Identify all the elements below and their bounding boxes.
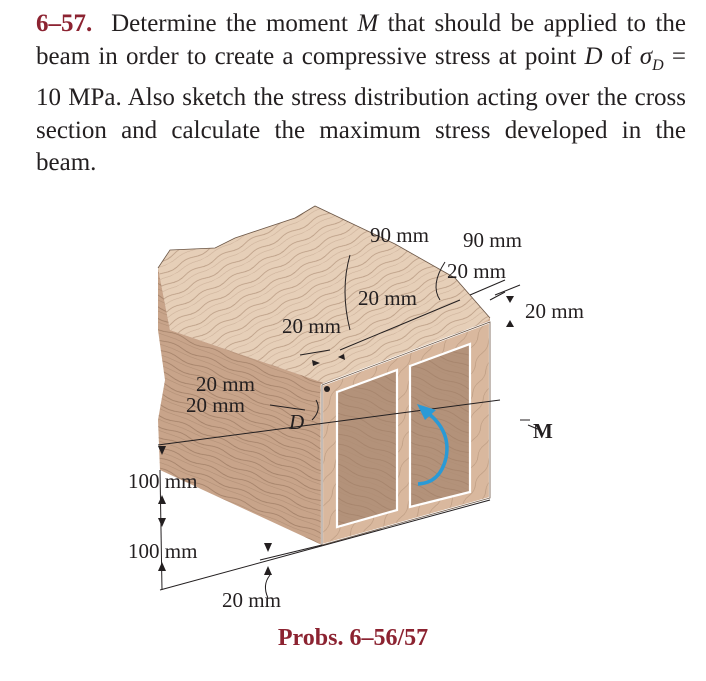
dim-100-upper: 100 mm bbox=[128, 469, 198, 493]
figure-caption: Probs. 6–56/57 bbox=[277, 625, 429, 651]
problem-number: 6–57. bbox=[36, 10, 93, 37]
dim-100-lower: 100 mm bbox=[128, 539, 198, 563]
sigma-subscript: D bbox=[652, 56, 664, 74]
dim-20-middle: 20 mm bbox=[358, 286, 417, 310]
moment-label: M bbox=[533, 419, 553, 443]
point-symbol: D bbox=[584, 42, 603, 70]
dim-20-left-flange: 20 mm bbox=[282, 314, 341, 338]
moment-symbol: M bbox=[357, 10, 379, 37]
point-d-label: D bbox=[289, 410, 305, 434]
point-d-marker bbox=[324, 386, 330, 392]
dim-90-right: 90 mm bbox=[463, 228, 522, 252]
problem-text-3: of bbox=[602, 42, 640, 70]
dim-20-bottom: 20 mm bbox=[222, 588, 281, 612]
problem-text-1: Determine the moment bbox=[111, 10, 358, 37]
problem-text-4: = 10 MPa. Also sketch the stress distribution acting over the cross section and calculate the maximum stress developed in the beam. bbox=[36, 42, 687, 176]
dim-20-left-b: 20 mm bbox=[186, 393, 245, 417]
dim-20-right-side: 20 mm bbox=[525, 299, 584, 323]
dim-90-top: 90 mm bbox=[370, 223, 429, 247]
problem-text-2: that should be applied to the beam in order to create a compressive stress at point bbox=[36, 10, 686, 70]
dim-20-upper-right: 20 mm bbox=[447, 259, 506, 283]
sigma-symbol: σ bbox=[639, 42, 653, 70]
dim-20-left-a: 20 mm bbox=[196, 372, 255, 396]
